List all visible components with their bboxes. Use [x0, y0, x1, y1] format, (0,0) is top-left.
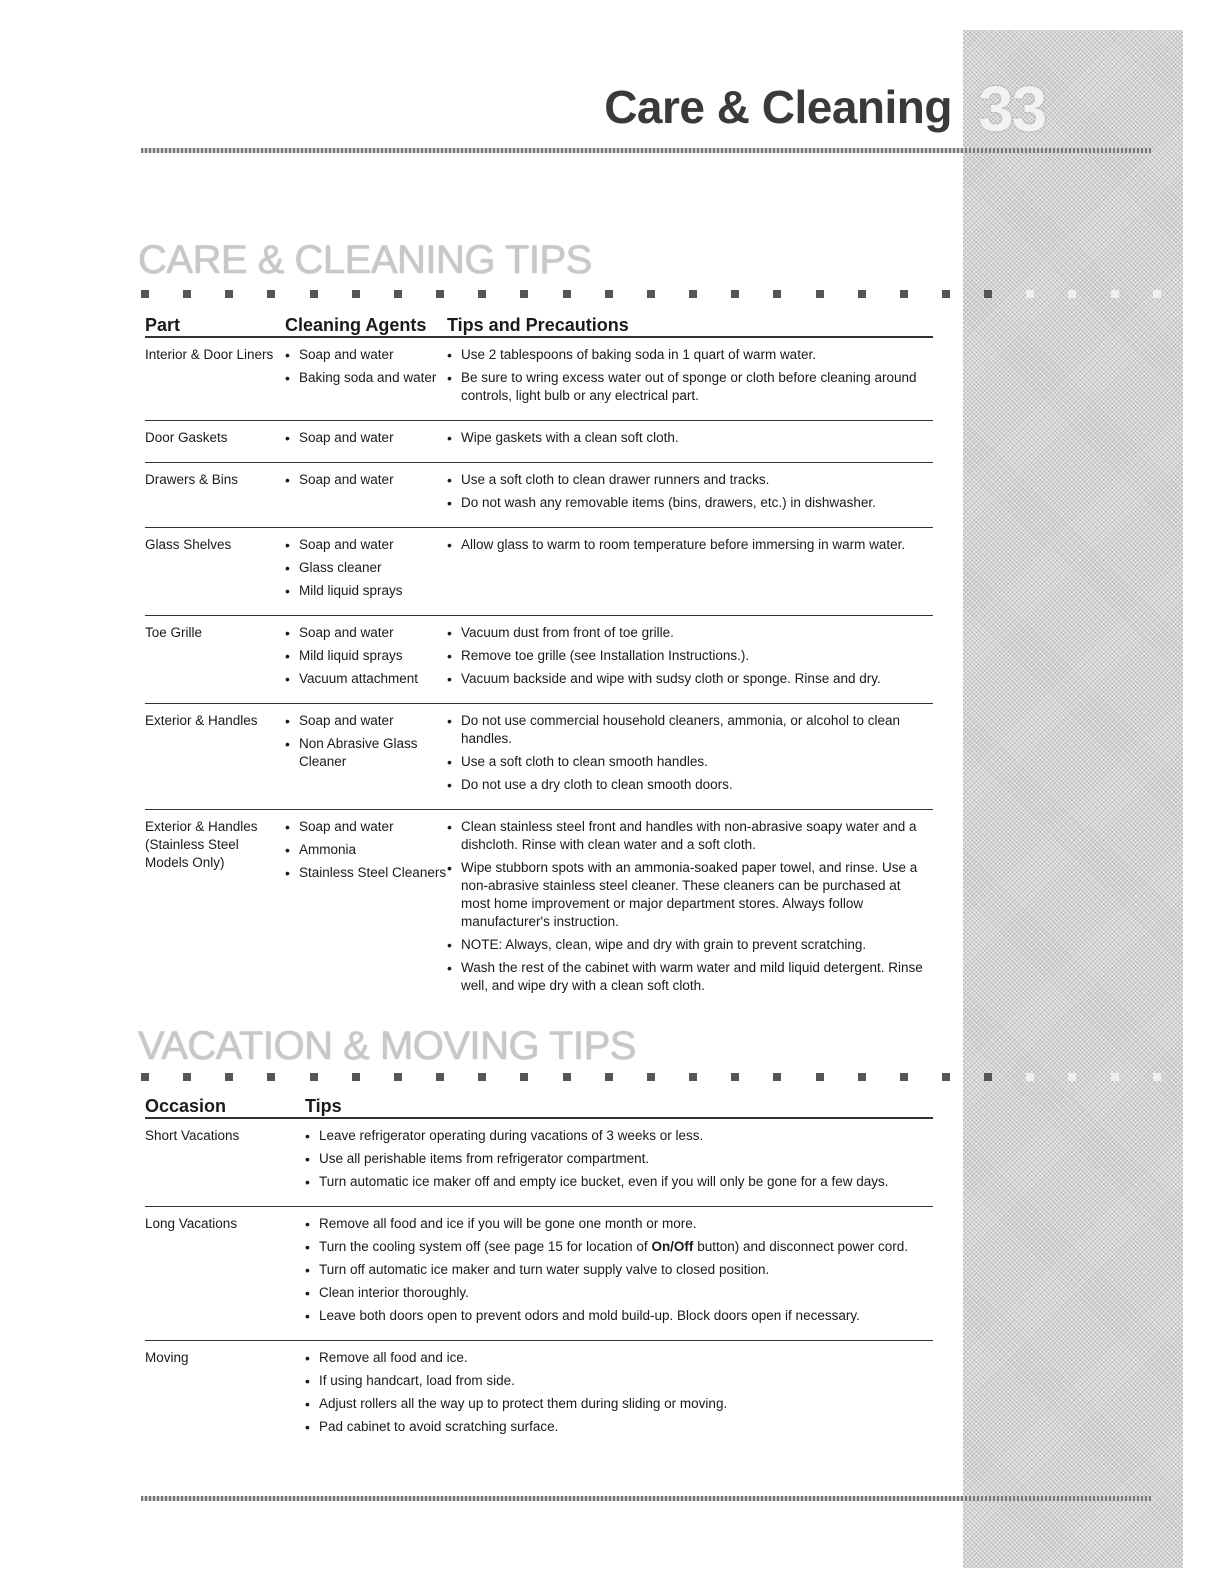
list-item: • Baking soda and water: [285, 369, 447, 387]
col-header-vacation-tips: Tips: [305, 1097, 933, 1118]
table-row: [145, 421, 933, 463]
part-cell: Drawers & Bins: [145, 463, 285, 528]
list-item: • Clean interior thoroughly.: [305, 1284, 933, 1302]
list-item: • Clean stainless steel front and handles with non-abrasive soapy water and a dishcloth. Rinse with clean water and a soft cloth.: [447, 818, 933, 854]
tips-cell: [447, 337, 933, 421]
table-row: [145, 704, 933, 810]
list-item: • Leave both doors open to prevent odors and mold build-up. Block doors open if necessary.: [305, 1307, 933, 1325]
agents-list: [285, 471, 447, 489]
occasion-cell: Short Vacations: [145, 1118, 305, 1207]
list-item: • Soap and water: [285, 712, 447, 730]
list-item: • Soap and water: [285, 818, 447, 836]
list-item: • Mild liquid sprays: [285, 582, 447, 600]
agents-list: [285, 712, 447, 771]
list-item: • Remove all food and ice.: [305, 1349, 933, 1367]
list-item: • Soap and water: [285, 536, 447, 554]
list-item: • Use a soft cloth to clean smooth handles.: [447, 753, 933, 771]
table-row: [145, 528, 933, 616]
page-title: Care & Cleaning: [604, 81, 952, 133]
list-item: • Remove toe grille (see Installation Instructions.).: [447, 647, 933, 665]
tips-list: [447, 624, 933, 688]
list-item: • Turn off automatic ice maker and turn water supply valve to closed position.: [305, 1261, 933, 1279]
tips-list: [305, 1127, 933, 1191]
part-cell: Glass Shelves: [145, 528, 285, 616]
care-section-title: CARE & CLEANING TIPS: [138, 238, 592, 282]
footer-rule: [141, 1496, 1151, 1501]
agents-list: [285, 624, 447, 688]
list-item: • Do not use commercial household cleaners, ammonia, or alcohol to clean handles.: [447, 712, 933, 748]
list-item: • Mild liquid sprays: [285, 647, 447, 665]
list-item: • Soap and water: [285, 624, 447, 642]
tips-cell: [447, 528, 933, 616]
col-header-tips: Tips and Precautions: [447, 316, 933, 337]
header-rule: [141, 148, 1151, 153]
tips-list: [447, 471, 933, 512]
agents-cell: [285, 810, 447, 1011]
agents-cell: [285, 337, 447, 421]
list-item: • Ammonia: [285, 841, 447, 859]
list-item: • If using handcart, load from side.: [305, 1372, 933, 1390]
table-row: [145, 1341, 933, 1452]
tips-cell: [305, 1207, 933, 1341]
tips-list: [447, 712, 933, 794]
list-item: • Remove all food and ice if you will be gone one month or more.: [305, 1215, 933, 1233]
list-item: • Turn automatic ice maker off and empty ice bucket, even if you will only be gone for a few days.: [305, 1173, 933, 1191]
list-item: • Leave refrigerator operating during vacations of 3 weeks or less.: [305, 1127, 933, 1145]
agents-cell: [285, 421, 447, 463]
table-row: [145, 463, 933, 528]
list-item: • Turn the cooling system off (see page 15 for location of On/Off button) and disconnect power cord.: [305, 1238, 933, 1256]
tips-cell: [447, 704, 933, 810]
list-item: • Soap and water: [285, 471, 447, 489]
col-header-part: Part: [145, 316, 285, 337]
tips-cell: [447, 421, 933, 463]
list-item: • Vacuum backside and wipe with sudsy cloth or sponge. Rinse and dry.: [447, 670, 933, 688]
agents-list: [285, 346, 447, 387]
vacation-table: [145, 1097, 933, 1451]
list-item: • Adjust rollers all the way up to protect them during sliding or moving.: [305, 1395, 933, 1413]
list-item: • Allow glass to warm to room temperature before immersing in warm water.: [447, 536, 933, 554]
tips-cell: [305, 1118, 933, 1207]
part-cell: Exterior & Handles: [145, 704, 285, 810]
care-dot-divider: [141, 290, 1161, 300]
list-item: • Stainless Steel Cleaners: [285, 864, 447, 882]
list-item: • Use a soft cloth to clean drawer runners and tracks.: [447, 471, 933, 489]
agents-cell: [285, 616, 447, 704]
vacation-section-title: VACATION & MOVING TIPS: [138, 1024, 636, 1068]
agents-cell: [285, 528, 447, 616]
list-item: • Wipe gaskets with a clean soft cloth.: [447, 429, 933, 447]
agents-cell: [285, 704, 447, 810]
table-row: [145, 1207, 933, 1341]
tips-cell: [447, 810, 933, 1011]
list-item: • Do not wash any removable items (bins, drawers, etc.) in dishwasher.: [447, 494, 933, 512]
table-row: [145, 1118, 933, 1207]
occasion-cell: Moving: [145, 1350, 189, 1365]
list-item: • Glass cleaner: [285, 559, 447, 577]
side-tab-band: [963, 30, 1183, 1568]
tips-list: [447, 536, 933, 554]
list-item: • Use 2 tablespoons of baking soda in 1 quart of warm water.: [447, 346, 933, 364]
page-number: 33: [978, 73, 1046, 145]
part-cell: Door Gaskets: [145, 421, 285, 463]
agents-list: [285, 429, 447, 447]
list-item: • Vacuum dust from front of toe grille.: [447, 624, 933, 642]
table-row: [145, 616, 933, 704]
list-item: • Non Abrasive Glass Cleaner: [285, 735, 447, 771]
list-item: • Do not use a dry cloth to clean smooth doors.: [447, 776, 933, 794]
list-item: • Wipe stubborn spots with an ammonia-soaked paper towel, and rinse. Use a non-abrasive stainless steel cleaner. These cleaners can be purchased at most home improvement or major department stores. Always follow manufacturer's instruction.: [447, 859, 933, 931]
agents-list: [285, 536, 447, 600]
tips-list: [447, 346, 933, 405]
col-header-agents: Cleaning Agents: [285, 316, 447, 337]
part-cell: Exterior & Handles (Stainless Steel Models Only): [145, 819, 258, 870]
list-item: • Soap and water: [285, 429, 447, 447]
part-cell: Toe Grille: [145, 616, 285, 704]
col-header-occasion: Occasion: [145, 1097, 305, 1118]
agents-cell: [285, 463, 447, 528]
table-row: [145, 337, 933, 421]
occasion-cell: Long Vacations: [145, 1207, 305, 1341]
vacation-dot-divider: [141, 1073, 1161, 1083]
tips-list: [447, 429, 933, 447]
part-cell: Interior & Door Liners: [145, 337, 285, 421]
list-item: • Vacuum attachment: [285, 670, 447, 688]
list-item: • Soap and water: [285, 346, 447, 364]
list-item: • Be sure to wring excess water out of sponge or cloth before cleaning around controls, light bulb or any electrical part.: [447, 369, 933, 405]
tips-cell: [447, 616, 933, 704]
tips-list: [447, 818, 933, 995]
list-item: • Use all perishable items from refrigerator compartment.: [305, 1150, 933, 1168]
tips-list: [305, 1215, 933, 1325]
tips-cell: [447, 463, 933, 528]
tips-list: [305, 1349, 933, 1436]
agents-list: [285, 818, 447, 882]
table-row: [145, 810, 933, 1011]
list-item: • Pad cabinet to avoid scratching surface.: [305, 1418, 933, 1436]
care-table: [145, 316, 933, 1010]
list-item: • NOTE: Always, clean, wipe and dry with grain to prevent scratching.: [447, 936, 933, 954]
list-item: • Wash the rest of the cabinet with warm water and mild liquid detergent. Rinse well, and wipe dry with a clean soft cloth.: [447, 959, 933, 995]
tips-cell: [305, 1341, 933, 1452]
